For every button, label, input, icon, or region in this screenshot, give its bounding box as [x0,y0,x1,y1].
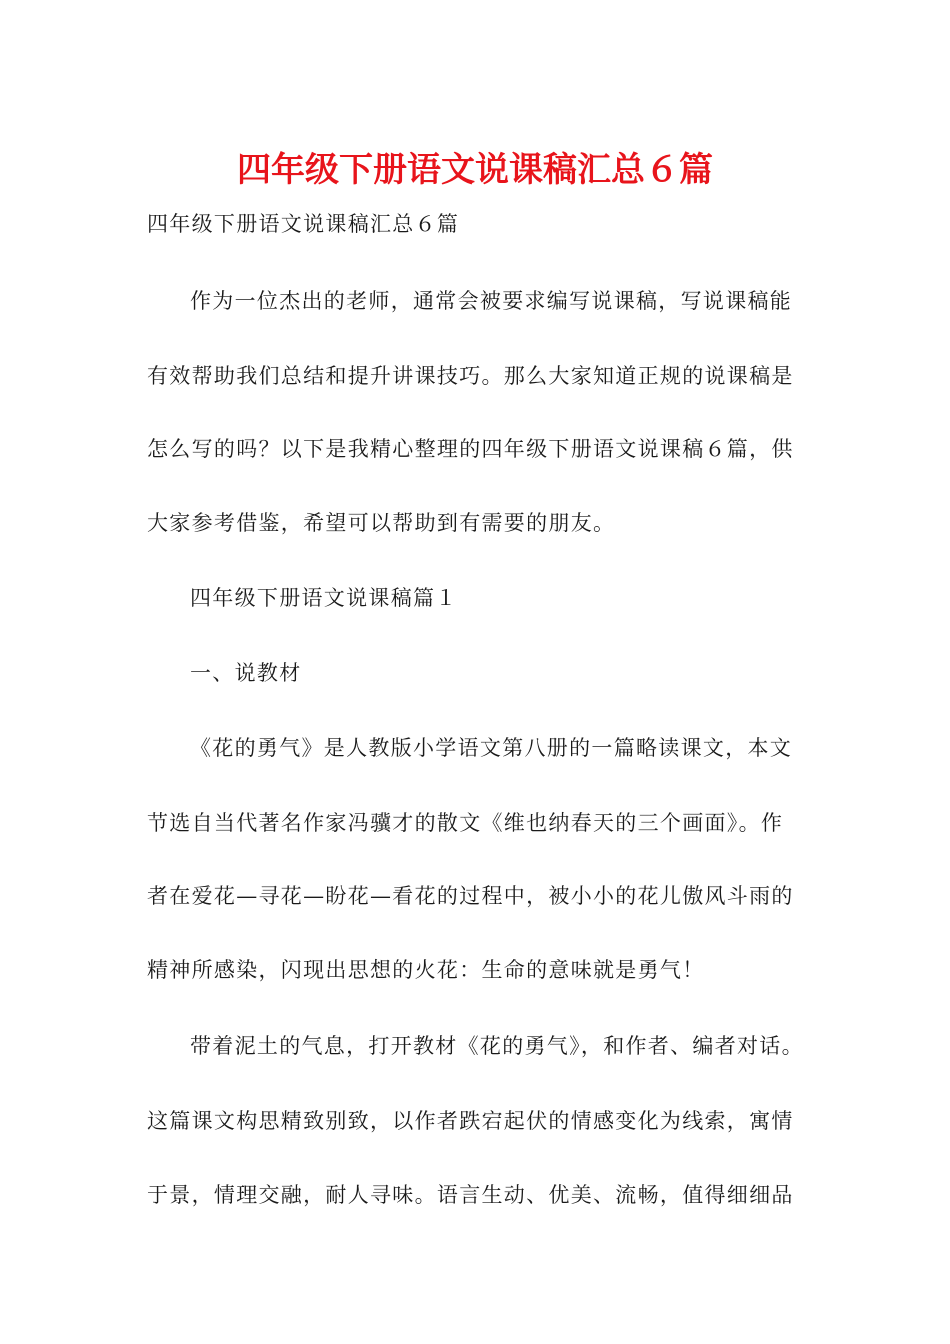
paragraph-line: 大家参考借鉴，希望可以帮助到有需要的朋友。 [147,511,616,535]
paragraph-line: 精神所感染，闪现出思想的火花：生命的意味就是勇气！ [147,958,705,982]
paragraph-line: 于景，情理交融，耐人寻味。语言生动、优美、流畅，值得细细品 [147,1183,794,1207]
paragraph-line: 节选自当代著名作家冯骥才的散文《维也纳春天的三个画面》。作 [147,811,784,835]
paragraph-line: 《花的勇气》是人教版小学语文第八册的一篇略读课文，本文 [190,736,793,760]
paragraph-line: 者在爱花—寻花—盼花—看花的过程中，被小小的花儿傲风斗雨的 [147,884,794,908]
subtitle-line: 四年级下册语文说课稿汇总６篇 [147,212,460,236]
subsection-heading: 一、说教材 [190,661,302,685]
section-heading: 四年级下册语文说课稿篇１ [190,586,458,610]
paragraph-line: 作为一位杰出的老师，通常会被要求编写说课稿，写说课稿能 [190,289,793,313]
paragraph-line: 带着泥土的气息，打开教材《花的勇气》，和作者、编者对话。 [190,1034,804,1058]
paragraph-line: 有效帮助我们总结和提升讲课技巧。那么大家知道正规的说课稿是 [147,364,794,388]
document-title: 四年级下册语文说课稿汇总６篇 [237,150,713,190]
paragraph-line: 怎么写的吗？以下是我精心整理的四年级下册语文说课稿６篇，供 [147,437,794,461]
paragraph-line: 这篇课文构思精致别致，以作者跌宕起伏的情感变化为线索，寓情 [147,1109,794,1133]
